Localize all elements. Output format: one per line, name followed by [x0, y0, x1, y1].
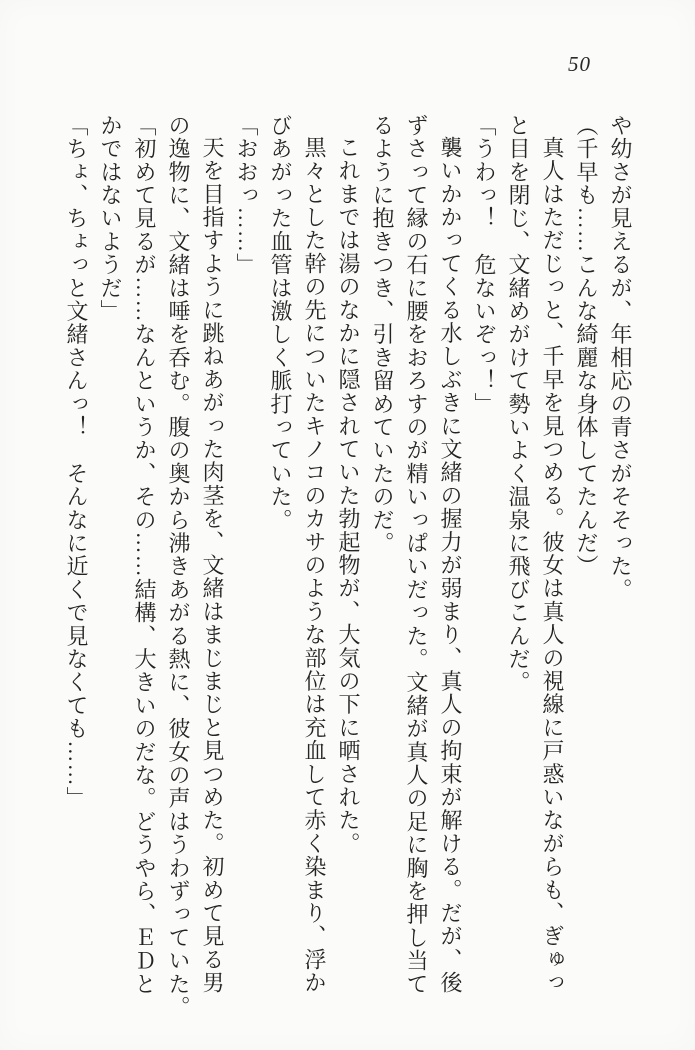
page-number: 50	[568, 52, 591, 76]
text-column: 「初めて見るが……なんというか、その……結構、大きいのだな。どうやら、ＥＤと	[132, 114, 157, 996]
vertical-text-block	[57, 114, 637, 1024]
text-column: と目を閉じ、文緒めがけて勢いよく温泉に飛びこんだ。	[506, 114, 531, 694]
text-column: 襲いかかってくる水しぶきに文緒の握力が弱まり、真人の拘束が解ける。だが、後	[438, 136, 463, 995]
text-column: 「おおっ……」	[234, 114, 259, 277]
text-column: や幼さが見えるが、年相応の青さがそそった。	[608, 114, 633, 602]
text-column: 黒々とした幹の先についたキノコのカサのような部位は充血して赤く染まり、浮か	[302, 136, 327, 995]
text-column: びあがった血管は激しく脈打っていた。	[268, 114, 293, 532]
text-column: 天を目指すように跳ねあがった肉茎を、文緒はまじまじと見つめた。初めて見る男	[200, 136, 225, 995]
text-column: （千早も……こんな綺麗な身体してたんだ）	[574, 114, 599, 578]
text-column: ずさって縁の石に腰をおろすのが精いっぱいだった。文緒が真人の足に胸を押し当て	[404, 114, 429, 996]
text-column: これまでは湯のなかに隠されていた勃起物が、大気の下に晒された。	[336, 136, 361, 856]
text-column: の逸物に、文緒は唾を呑む。腹の奥から沸きあがる熱に、彼女の声はうわずっていた。	[166, 114, 191, 1019]
text-column: るように抱きつき、引き留めていたのだ。	[370, 114, 395, 555]
text-column: 真人はただじっと、千早を見つめる。彼女は真人の視線に戸惑いながらも、ぎゅっ	[540, 136, 565, 995]
text-column: 「ちょ、ちょっと文緒さんっ！ そんなに近くで見なくても……」	[64, 114, 89, 810]
text-column: かではないようだ」	[98, 114, 123, 323]
text-column: 「うわっ！ 危ないぞっ！」	[472, 114, 497, 416]
